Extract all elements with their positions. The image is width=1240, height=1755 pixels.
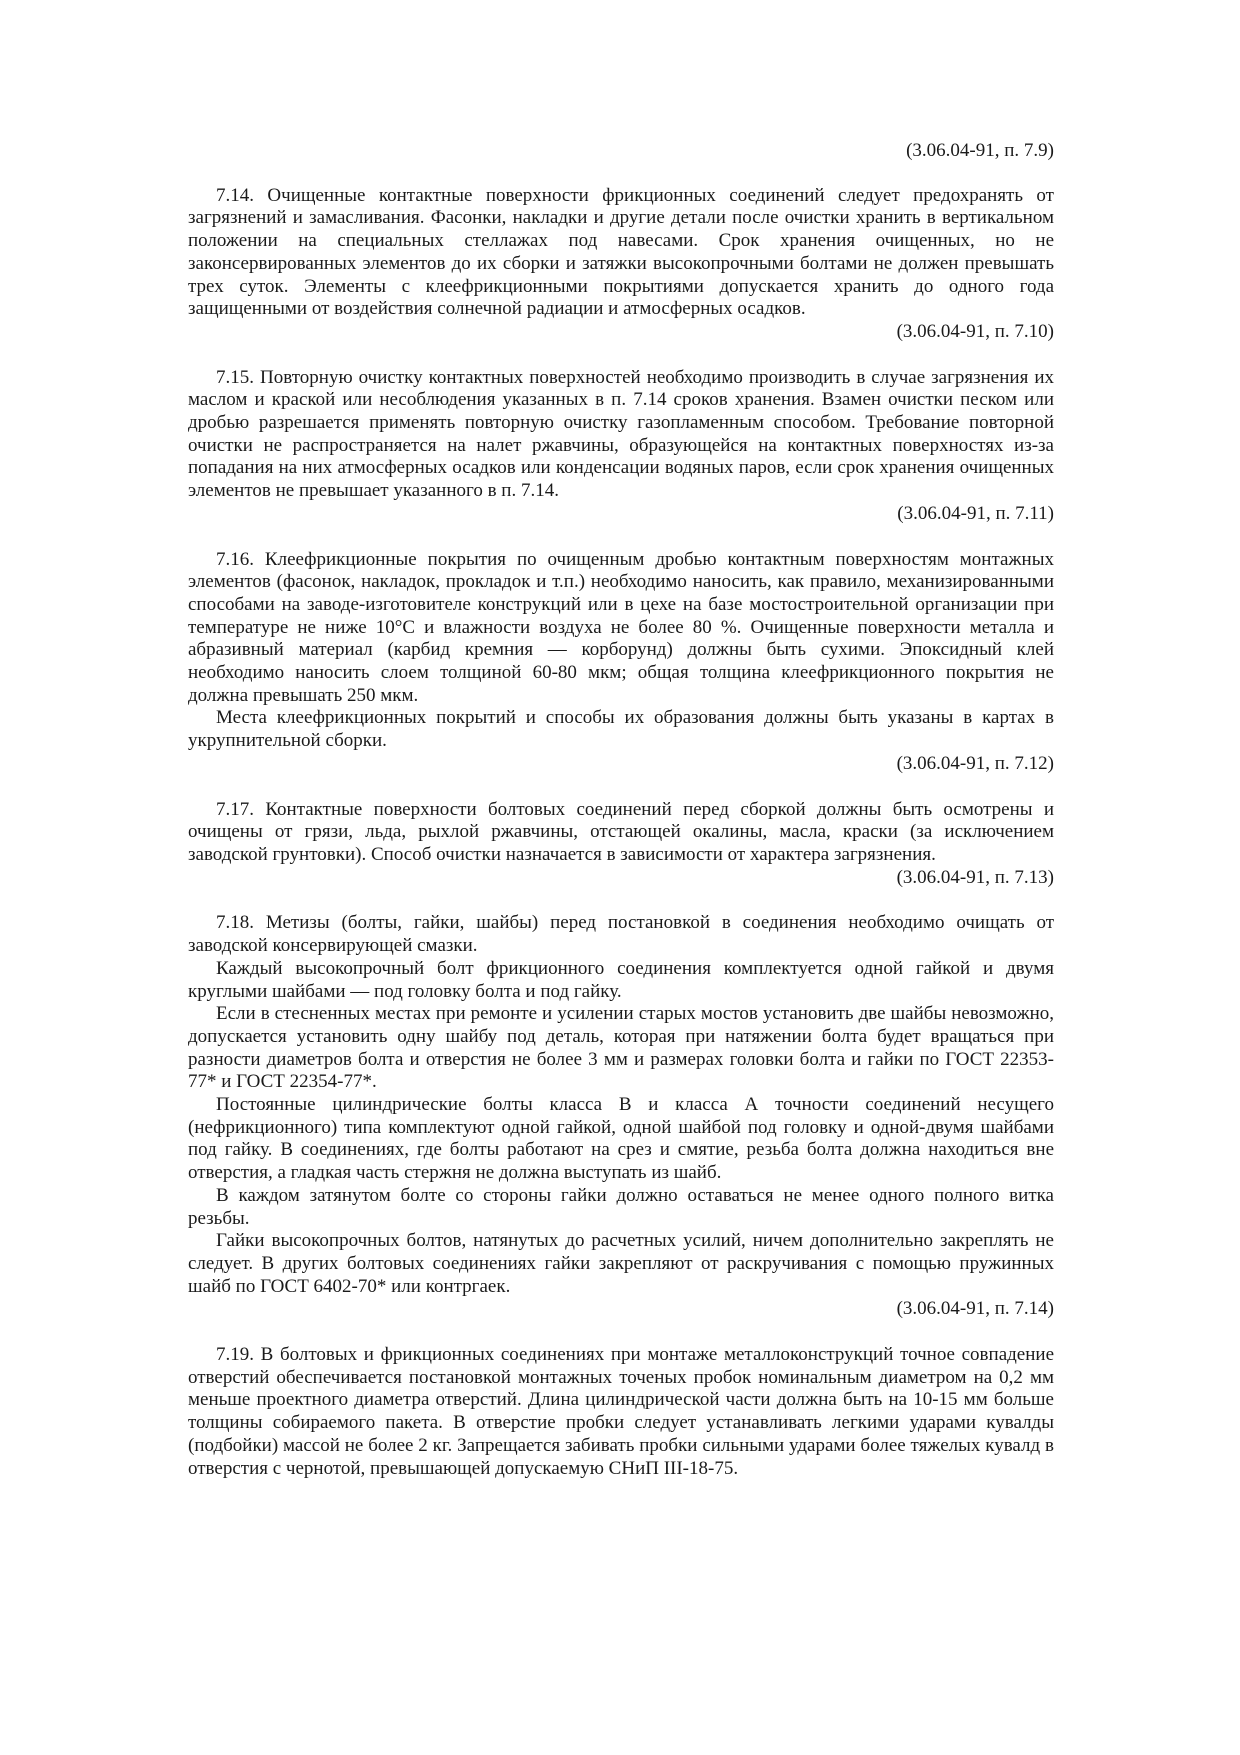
- reference-7-11: (3.06.04-91, п. 7.11): [897, 502, 1054, 524]
- reference-top: (3.06.04-91, п. 7.9): [906, 140, 1054, 161]
- paragraph-7-17: 7.17. Контактные поверхности болтовых соединений перед сборкой должны быть осмотрены и очищены от грязи, льда, рыхлой ржавчины, отстающей окалины, масла, краски (за исключением заводской грунтовки). Способ очистки назначается в зависимости от характера загрязнения.: [188, 798, 1054, 865]
- paragraph-7-14: 7.14. Очищенные контактные поверхности фрикционных соединений следует предохранять от загрязнений и замасливания. Фасонки, накладки и другие детали после очистки хранить в вертикальном положении на специальных стеллажах под навесами. Срок хранения очищенных, но не законсервированных элементов до их сборки и затяжки высокопрочными болтами не должен превышать трех суток. Элементы с клеефрикционными покрытиями допускается хранить до одного года защищенными от воздействия солнечной радиации и атмосферных осадков.: [188, 184, 1054, 320]
- reference-7-13: (3.06.04-91, п. 7.13): [896, 866, 1054, 888]
- reference-7-12: (3.06.04-91, п. 7.12): [896, 752, 1054, 774]
- spacer: [188, 344, 1054, 367]
- paragraph-7-16: 7.16. Клеефрикционные покрытия по очищенным дробью контактным поверхностям монтажных элементов (фасонок, накладок, прокладок и т.п.) необходимо наносить, как правило, механизированными способами на заводе-изготовителе конструкций или в цехе на базе мостостроительной организации при температуре не ниже 10°С и влажности воздуха не более 80 %. Очищенные поверхности металла и абразивный материал (карбид кремния — корборунд) должны быть сухими. Эпоксидный клей необходимо наносить слоем толщиной 60-80 мкм; общая толщина клеефрикционного покрытия не должна превышать 250 мкм.: [188, 548, 1054, 706]
- spacer: [188, 1321, 1054, 1344]
- spacer: [188, 889, 1054, 912]
- reference-7-10: (3.06.04-91, п. 7.10): [896, 320, 1054, 342]
- paragraph-7-16-places: Места клеефрикционных покрытий и способы их образования должны быть указаны в картах в укрупнительной сборки.: [188, 707, 1054, 752]
- reference-7-14: (3.06.04-91, п. 7.14): [896, 1298, 1054, 1320]
- paragraph-7-18-washers: Если в стесненных местах при ремонте и усилении старых мостов установить две шайбы невозможно, допускается установить одну шайбу под деталь, которая при натяжении болта будет вращаться при разности диаметров болта и отверстия не более 3 мм и размерах головки болта и гайки по ГОСТ 22353-77* и ГОСТ 22354-77*.: [188, 1003, 1054, 1093]
- spacer: [188, 776, 1054, 799]
- document-page: [188, 140, 1054, 1480]
- paragraph-7-18-bolt-set: Каждый высокопрочный болт фрикционного соединения комплектуется одной гайкой и двумя круглыми шайбами — под головку болта и под гайку.: [188, 957, 1054, 1002]
- paragraph-7-18-nuts: Гайки высокопрочных болтов, натянутых до расчетных усилий, ничем дополнительно закреплять не следует. В других болтовых соединениях гайки закрепляют от раскручивания с помощью пружинных шайб по ГОСТ 6402-70* или контргаек.: [188, 1230, 1054, 1297]
- paragraph-7-19: 7.19. В болтовых и фрикционных соединениях при монтаже металлоконструкций точное совпадение отверстий обеспечивается постановкой монтажных точеных пробок номинальным диаметром на 0,2 мм меньше проектного диаметра отверстий. Длина цилиндрической части должна быть на 10-15 мм больше толщины собираемого пакета. В отверстие пробки следует устанавливать легкими ударами кувалды (подбойки) массой не более 2 кг. Запрещается забивать пробки сильными ударами более тяжелых кувалд в отверстия с чернотой, превышающей допускаемую СНиП III-18-75.: [188, 1344, 1054, 1479]
- paragraph-7-18-cylindrical-bolts: Постоянные цилиндрические болты класса В и класса А точности соединений несущего (нефрикционного) типа комплектуют одной гайкой, одной шайбой под головку и одной-двумя шайбами под гайку. В соединениях, где болты работают на срез и смятие, резьба болта должна находиться вне отверстия, а гладкая часть стержня не должна выступать из шайб.: [188, 1094, 1054, 1184]
- spacer: [188, 526, 1054, 549]
- spacer: [188, 163, 1054, 185]
- paragraph-7-15: 7.15. Повторную очистку контактных поверхностей необходимо производить в случае загрязнения их маслом и краской или несоблюдения указанных в п. 7.14 сроков хранения. Взамен очистки песком или дробью разрешается применять повторную очистку газопламенным способом. Требование повторной очистки не распространяется на налет ржавчины, образующейся на контактных поверхностях из-за попадания на них атмосферных осадков или конденсации водяных паров, если срок хранения очищенных элементов не превышает указанного в п. 7.14.: [188, 366, 1054, 502]
- paragraph-7-18: 7.18. Метизы (болты, гайки, шайбы) перед постановкой в соединения необходимо очищать от заводской консервирующей смазки.: [188, 912, 1054, 957]
- paragraph-7-18-thread: В каждом затянутом болте со стороны гайки должно оставаться не менее одного полного витка резьбы.: [188, 1184, 1054, 1229]
